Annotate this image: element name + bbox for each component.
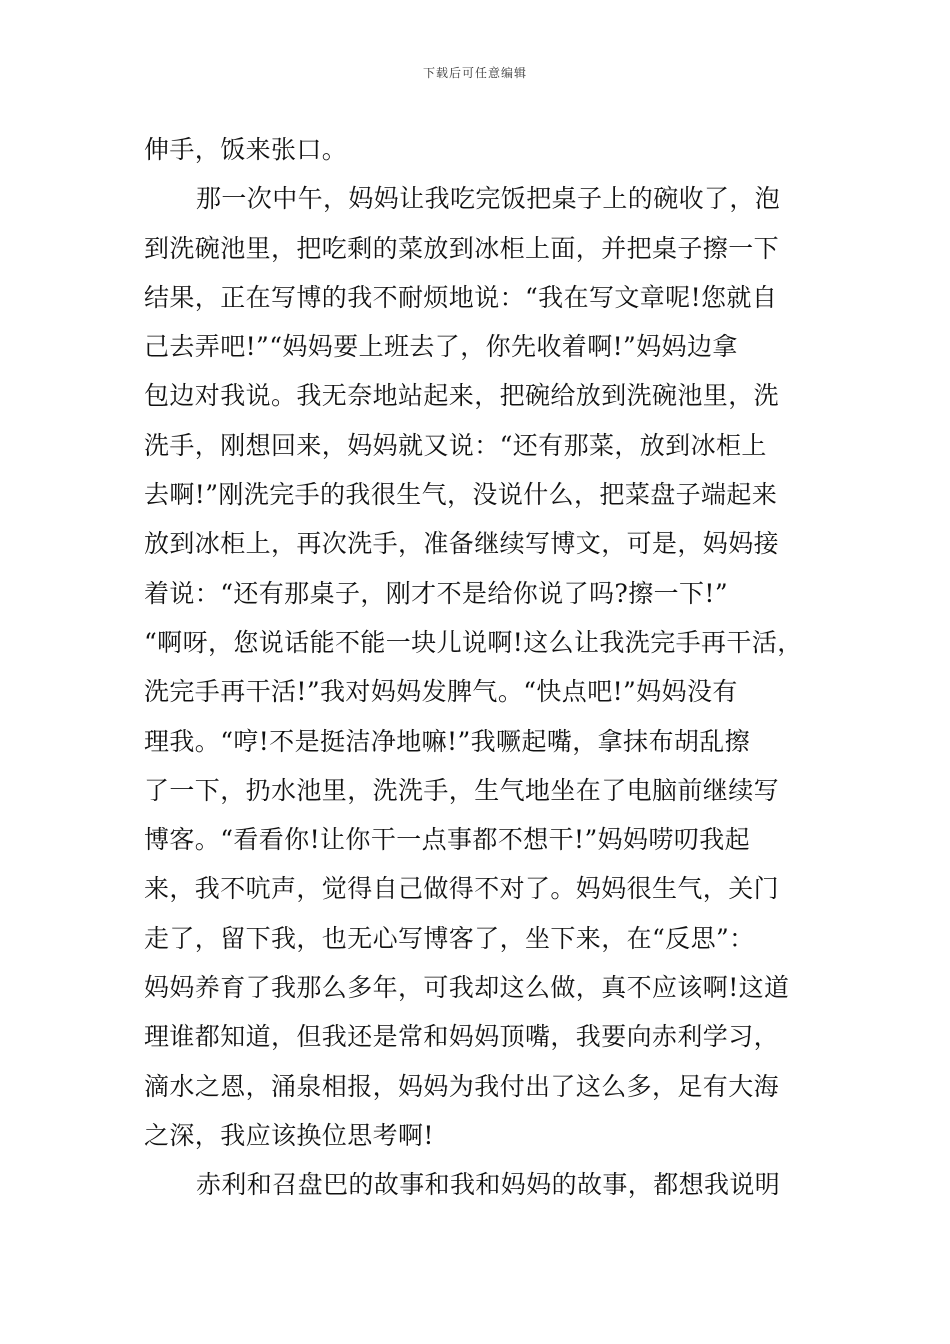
text-line: 去啊!”刚洗完手的我很生气，没说什么，把菜盘子端起来 xyxy=(144,480,778,510)
text-line: 妈妈养育了我那么多年，可我却这么做，真不应该啊!这道 xyxy=(144,973,790,1003)
text-line: 洗手，刚想回来，妈妈就又说：“还有那菜，放到冰柜上 xyxy=(144,430,767,460)
text-line: 己去弄吧!”“妈妈要上班去了，你先收着啊!”妈妈边拿 xyxy=(144,332,738,362)
text-line: 放到冰柜上，再次洗手，准备继续写博文，可是，妈妈接 xyxy=(144,529,780,559)
text-line: 滴水之恩，涌泉相报，妈妈为我付出了这么多，足有大海 xyxy=(144,1071,780,1101)
text-line: 着说：“还有那桌子，刚才不是给你说了吗?擦一下!” xyxy=(144,578,729,608)
text-line: 洗完手再干活!”我对妈妈发脾气。“快点吧!”妈妈没有 xyxy=(144,677,738,707)
text-line: 理谁都知道，但我还是常和妈妈顶嘴，我要向赤利学习， xyxy=(144,1022,780,1052)
text-line: 走了，留下我，也无心写博客了，坐下来，在“反思”： xyxy=(144,923,755,953)
text-line: 伸手，饭来张口。 xyxy=(144,135,348,164)
text-line: 结果，正在写博的我不耐烦地说：“我在写文章呢!您就自 xyxy=(144,282,778,312)
text-line: 包边对我说。我无奈地站起来，把碗给放到洗碗池里，洗 xyxy=(144,381,780,411)
text-line: 博客。“看看你!让你干一点事都不想干!”妈妈唠叨我起 xyxy=(144,825,751,855)
text-line: 到洗碗池里，把吃剩的菜放到冰柜上面，并把桌子擦一下 xyxy=(144,233,780,263)
text-line: 来，我不吭声，觉得自己做得不对了。妈妈很生气，关门 xyxy=(144,874,780,904)
paragraph-start-line: 那一次中午，妈妈让我吃完饭把桌子上的碗收了，泡 xyxy=(196,184,781,214)
header-note: 下载后可任意编辑 xyxy=(422,66,527,80)
paragraph-start-line: 赤利和召盘巴的故事和我和妈妈的故事，都想我说明 xyxy=(196,1170,781,1200)
text-line: 之深，我应该换位思考啊! xyxy=(144,1120,434,1150)
text-line: 理我。“哼!不是挺洁净地嘛!”我噘起嘴，拿抹布胡乱擦 xyxy=(144,726,751,756)
text-line: “啊呀，您说话能不能一块儿说啊!这么让我洗完手再干活， xyxy=(144,627,803,657)
body-text xyxy=(144,125,834,1210)
text-line: 了一下，扔水池里，洗洗手，生气地坐在了电脑前继续写 xyxy=(144,775,780,805)
